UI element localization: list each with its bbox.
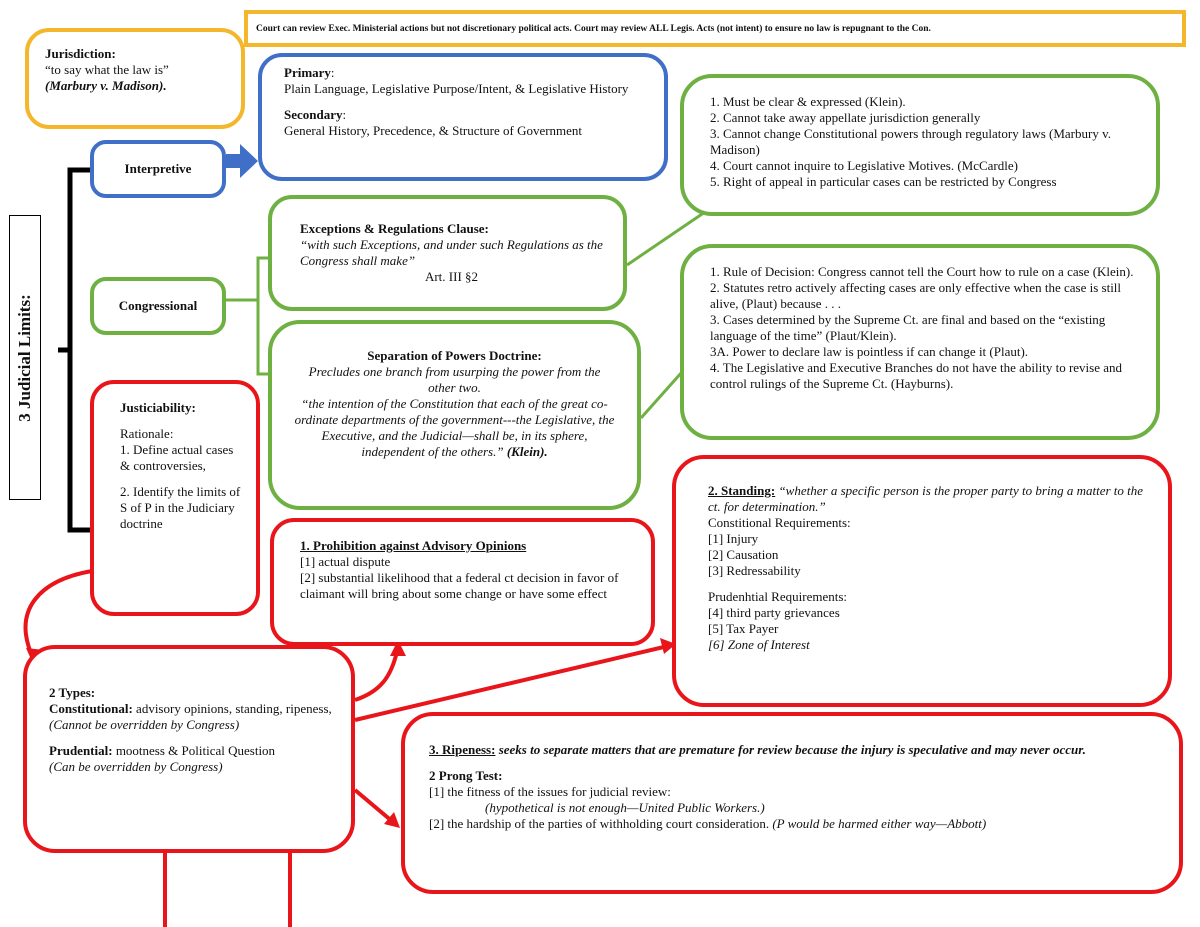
two-types-box [23, 645, 355, 853]
separation-desc: Precludes one branch from usurping the power from the other two. [308, 364, 601, 395]
congress-limit-item: 4. Court cannot inquire to Legislative Motives. (McCardle) [710, 158, 1018, 173]
congressional-box [90, 277, 226, 335]
separation-rule-item: 2. Statutes retro actively affecting cases are only effective when the case is still alive, (Plaut) because . . . [710, 280, 1122, 311]
justiciability-reason-1: 1. Define actual cases & controversies, [120, 442, 234, 473]
exceptions-quote: “with such Exceptions, and under such Regulations as the Congress shall make” [300, 237, 603, 268]
exceptions-cite: Art. III §2 [424, 269, 479, 284]
ripeness-box [401, 712, 1183, 894]
advisory-item: [1] actual dispute [300, 554, 391, 569]
standing-definition: “whether a specific person is the proper party to bring a matter to the ct. for determination.” [708, 483, 1144, 514]
standing-prudential-heading: Prudenhtial Requirements: [708, 589, 848, 604]
advisory-item: [2] substantial likelihood that a federal ct decision in favor of claimant will bring about some change or have some effect [300, 570, 619, 601]
ripeness-prong-2-note: (P would be harmed either way—Abbott) [772, 816, 987, 831]
types-constitutional-note: (Cannot be overridden by Congress) [49, 717, 240, 732]
jurisdiction-quote: “to say what the law is” [45, 62, 169, 77]
standing-requirement: [1] Injury [708, 531, 759, 546]
court-review-text: Court can review Exec. Ministerial actions but not discretionary political acts. Court may review ALL Legis. Acts (not intent) to ensure no law is repugnant to the Con. [256, 24, 931, 34]
types-prudential-label: Prudential: [49, 743, 113, 758]
advisory-title: 1. Prohibition against Advisory Opinions [300, 538, 527, 553]
types-prudential-text: mootness & Political Question [115, 743, 276, 758]
congress-limit-item: 2. Cannot take away appellate jurisdiction generally [710, 110, 981, 125]
sources-box: Primary: Plain Language, Legislative Purpose/Intent, & Legislative History Secondary: General History, Precedence, & Structure of Government [258, 53, 668, 181]
types-constitutional-text: advisory opinions, standing, ripeness, [136, 701, 332, 716]
separation-rule-item: 1. Rule of Decision: Congress cannot tell the Court how to rule on a case (Klein). [710, 264, 1134, 279]
types-constitutional-label: Constitutional: [49, 701, 133, 716]
justiciability-box [90, 380, 260, 616]
standing-requirement: [2] Causation [708, 547, 779, 562]
ripeness-prong-2: [2] the hardship of the parties of withholding court consideration. [429, 816, 770, 831]
standing-title: 2. Standing: [708, 483, 776, 498]
exceptions-clause-box [268, 195, 627, 311]
judicial-limits-label: 3 Judicial Limits: [15, 293, 34, 422]
secondary-title: Secondary [284, 107, 343, 122]
primary-text: Plain Language, Legislative Purpose/Intent, & Legislative History [284, 81, 629, 96]
types-title: 2 Types: [49, 685, 96, 700]
jurisdiction-title: Jurisdiction: [45, 46, 116, 61]
jurisdiction-box [25, 28, 245, 129]
advisory-opinions-box [270, 518, 655, 646]
justiciability-rationale: Rationale: [120, 426, 174, 441]
exceptions-title: Exceptions & Regulations Clause: [300, 221, 489, 236]
secondary-text: General History, Precedence, & Structure of Government [284, 123, 583, 138]
standing-requirement: [6] Zone of Interest [708, 637, 810, 652]
ripeness-prong-1: [1] the fitness of the issues for judicial review: [429, 784, 671, 799]
primary-title: Primary [284, 65, 331, 80]
justiciability-reason-2: 2. Identify the limits of S of P in the Judiciary doctrine [120, 484, 241, 531]
congress-limit-item: 1. Must be clear & expressed (Klein). [710, 94, 906, 109]
ripeness-definition: seeks to separate matters that are premature for review because the injury is speculative and may never occur. [498, 742, 1086, 757]
standing-constitutional-heading: Constitional Requirements: [708, 515, 851, 530]
interpretive-label: Interpretive [124, 161, 192, 176]
separation-rule-item: 4. The Legislative and Executive Branches do not have the ability to revise and control rulings of the Supreme Ct. (Hayburns). [710, 360, 1123, 391]
standing-requirement: [3] Redressability [708, 563, 801, 578]
interpretive-box [90, 140, 226, 198]
separation-quote: “the intention of the Constitution that each of the great co-ordinate departments of the government---the Legislative, the Executive, and the Judicial—shall be, in its sphere, independent of the others.” [294, 396, 615, 459]
separation-rule-item: 3. Cases determined by the Supreme Ct. are final and based on the “existing language of the time” (Plaut/Klein). [710, 312, 1106, 343]
separation-rules-box [680, 244, 1160, 440]
separation-title: Separation of Powers Doctrine: [367, 348, 542, 363]
judicial-limits-label-box [9, 215, 41, 500]
congress-limit-item: 5. Right of appeal in particular cases can be restricted by Congress [710, 174, 1057, 189]
jurisdiction-case: (Marbury v. Madison). [45, 78, 167, 93]
ripeness-test-title: 2 Prong Test: [429, 768, 503, 783]
congressional-label: Congressional [118, 298, 198, 313]
standing-requirement: [4] third party grievances [708, 605, 840, 620]
congress-limit-item: 3. Cannot change Constitutional powers through regulatory laws (Marbury v. Madison) [710, 126, 1111, 157]
standing-requirement: [5] Tax Payer [708, 621, 779, 636]
ripeness-title: 3. Ripeness: [429, 742, 496, 757]
ripeness-prong-1-note: (hypothetical is not enough—United Public Workers.) [485, 800, 765, 815]
separation-of-powers-box [268, 320, 641, 510]
congress-limits-box [680, 74, 1160, 216]
standing-box [672, 455, 1172, 707]
justiciability-title: Justiciability: [120, 400, 196, 415]
types-prudential-note: (Can be overridden by Congress) [49, 759, 223, 774]
court-review-note [244, 10, 1186, 47]
separation-rule-item: 3A. Power to declare law is pointless if can change it (Plaut). [710, 344, 1029, 359]
separation-cite: (Klein). [506, 444, 548, 459]
